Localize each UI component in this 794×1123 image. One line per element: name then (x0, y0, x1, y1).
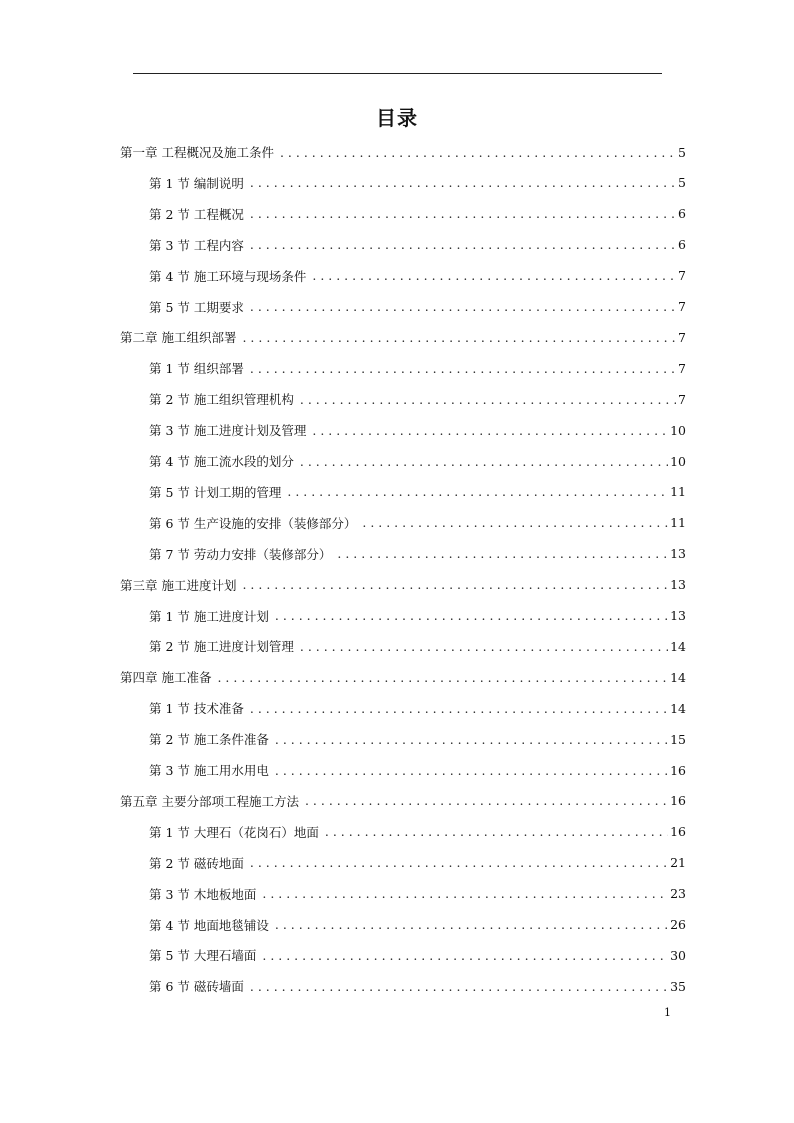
toc-entry-label: 第 3 节 工程内容 (149, 237, 244, 253)
toc-section-entry[interactable] (149, 356, 686, 380)
toc-entry-page: 15 (670, 731, 686, 747)
toc-entry-label: 第 1 节 施工进度计划 (149, 608, 269, 624)
toc-entry-label: 第 5 节 大理石墙面 (149, 948, 257, 964)
toc-entry-label: 第一章 工程概况及施工条件 (120, 145, 274, 160)
toc-section-entry[interactable] (149, 882, 686, 906)
toc-entry-page: 26 (670, 917, 686, 932)
toc-dot-leader (262, 948, 668, 963)
toc-dot-leader (275, 732, 668, 747)
toc-chapter-entry[interactable] (120, 573, 686, 597)
toc-section-entry[interactable] (149, 974, 686, 998)
toc-entry-page: 16 (670, 762, 686, 778)
toc-entry-page: 10 (670, 453, 686, 469)
toc-dot-leader (250, 361, 676, 376)
toc-entry-page: 10 (670, 422, 686, 438)
toc-entry-page: 16 (670, 824, 686, 840)
toc-chapter-entry[interactable] (120, 140, 686, 164)
toc-entry-page: 7 (678, 268, 686, 284)
toc-entry-label: 第 5 节 计划工期的管理 (149, 484, 282, 500)
toc-chapter-entry[interactable] (120, 325, 686, 349)
toc-entry-label: 第 4 节 施工环境与现场条件 (149, 268, 307, 284)
toc-dot-leader (242, 330, 676, 345)
toc-dot-leader (312, 423, 668, 438)
toc-entry-page: 23 (670, 886, 686, 902)
toc-entry-page: 7 (678, 299, 686, 314)
toc-section-entry[interactable] (149, 727, 686, 751)
toc-section-entry[interactable] (149, 202, 686, 226)
toc-entry-label: 第 3 节 施工进度计划及管理 (149, 423, 307, 439)
toc-entry-page: 13 (670, 546, 686, 562)
toc-entry-label: 第 2 节 磁砖地面 (149, 855, 244, 871)
toc-entry-label: 第 7 节 劳动力安排（装修部分） (149, 546, 332, 562)
toc-section-entry[interactable] (149, 418, 686, 442)
toc-section-entry[interactable] (149, 634, 686, 658)
toc-dot-leader (325, 824, 668, 839)
toc-entry-page: 6 (678, 206, 686, 222)
toc-entry-label: 第 6 节 生产设施的安排（装修部分） (149, 515, 357, 531)
toc-dot-leader (242, 577, 668, 592)
toc-entry-label: 第 2 节 施工进度计划管理 (149, 639, 294, 655)
toc-entry-label: 第 1 节 大理石（花岗石）地面 (149, 824, 319, 840)
toc-dot-leader (250, 206, 676, 221)
toc-entry-page: 5 (678, 144, 686, 160)
toc-dot-leader (250, 979, 668, 994)
toc-section-entry[interactable] (149, 480, 686, 504)
toc-section-entry[interactable] (149, 913, 686, 937)
toc-entry-page: 6 (678, 237, 686, 253)
toc-dot-leader (217, 670, 668, 685)
toc-section-entry[interactable] (149, 264, 686, 288)
toc-section-entry[interactable] (149, 387, 686, 411)
toc-section-entry[interactable] (149, 604, 686, 628)
toc-dot-leader (250, 175, 676, 190)
toc-section-entry[interactable] (149, 449, 686, 473)
toc-dot-leader (305, 793, 668, 808)
toc-entry-label: 第 2 节 施工条件准备 (149, 732, 269, 748)
toc-dot-leader (280, 145, 676, 160)
toc-entry-page: 16 (670, 793, 686, 809)
toc-section-entry[interactable] (149, 758, 686, 782)
toc-section-entry[interactable] (149, 820, 686, 844)
toc-section-entry[interactable] (149, 696, 686, 720)
toc-entry-label: 第 1 节 编制说明 (149, 175, 244, 191)
toc-section-entry[interactable] (149, 233, 686, 257)
toc-entry-page: 35 (670, 978, 686, 994)
toc-dot-leader (287, 484, 668, 499)
toc-dot-leader (275, 763, 668, 778)
toc-entry-page: 5 (678, 175, 686, 191)
toc-entry-label: 第 3 节 施工用水用电 (149, 763, 269, 778)
toc-entry-label: 第二章 施工组织部署 (120, 330, 237, 346)
toc-entry-label: 第 3 节 木地板地面 (149, 886, 257, 902)
toc-entry-page: 13 (670, 577, 686, 593)
toc-entry-page: 14 (670, 669, 686, 685)
toc-entry-page: 13 (670, 608, 686, 623)
toc-entry-label: 第五章 主要分部项工程施工方法 (120, 793, 299, 809)
page-number: 1 (664, 1006, 671, 1019)
toc-section-entry[interactable] (149, 542, 686, 566)
toc-dot-leader (250, 299, 676, 314)
toc-entry-label: 第三章 施工进度计划 (120, 577, 237, 593)
toc-entry-label: 第 6 节 磁砖墙面 (149, 979, 244, 995)
toc-section-entry[interactable] (149, 295, 686, 319)
toc-dot-leader (312, 268, 676, 283)
toc-entry-label: 第 5 节 工期要求 (149, 299, 244, 315)
toc-section-entry[interactable] (149, 851, 686, 875)
toc-dot-leader (337, 546, 668, 561)
toc-dot-leader (300, 639, 668, 654)
page-title: 目录 (376, 106, 418, 130)
toc-entry-page: 11 (670, 515, 686, 531)
toc-entry-page: 7 (678, 329, 686, 345)
toc-dot-leader (250, 701, 668, 716)
toc-entry-label: 第 1 节 技术准备 (149, 701, 244, 717)
toc-section-entry[interactable] (149, 171, 686, 195)
toc-entry-page: 21 (670, 855, 686, 871)
toc-chapter-entry[interactable] (120, 665, 686, 689)
toc-entry-page: 11 (670, 484, 686, 500)
toc-dot-leader (362, 515, 668, 530)
toc-dot-leader (275, 917, 668, 932)
toc-section-entry[interactable] (149, 511, 686, 535)
toc-entry-page: 7 (678, 391, 686, 407)
toc-section-entry[interactable] (149, 943, 686, 967)
toc-entry-label: 第 4 节 地面地毯铺设 (149, 917, 269, 933)
toc-dot-leader (275, 608, 668, 623)
toc-entry-label: 第四章 施工准备 (120, 670, 212, 686)
toc-dot-leader (300, 454, 668, 469)
toc-dot-leader (300, 392, 676, 407)
toc-chapter-entry[interactable] (120, 789, 686, 813)
toc-dot-leader (262, 886, 668, 901)
toc-entry-label: 第 1 节 组织部署 (149, 361, 244, 377)
toc-entry-page: 30 (670, 947, 686, 963)
toc-entry-label: 第 2 节 工程概况 (149, 206, 244, 222)
header-rule (133, 73, 662, 74)
toc-entry-label: 第 2 节 施工组织管理机构 (149, 392, 294, 408)
toc-entry-page: 7 (678, 360, 686, 376)
toc-dot-leader (250, 237, 676, 252)
toc-entry-label: 第 4 节 施工流水段的划分 (149, 454, 294, 469)
toc-entry-page: 14 (670, 638, 686, 654)
toc-dot-leader (250, 855, 668, 870)
toc-entry-page: 14 (670, 700, 686, 716)
